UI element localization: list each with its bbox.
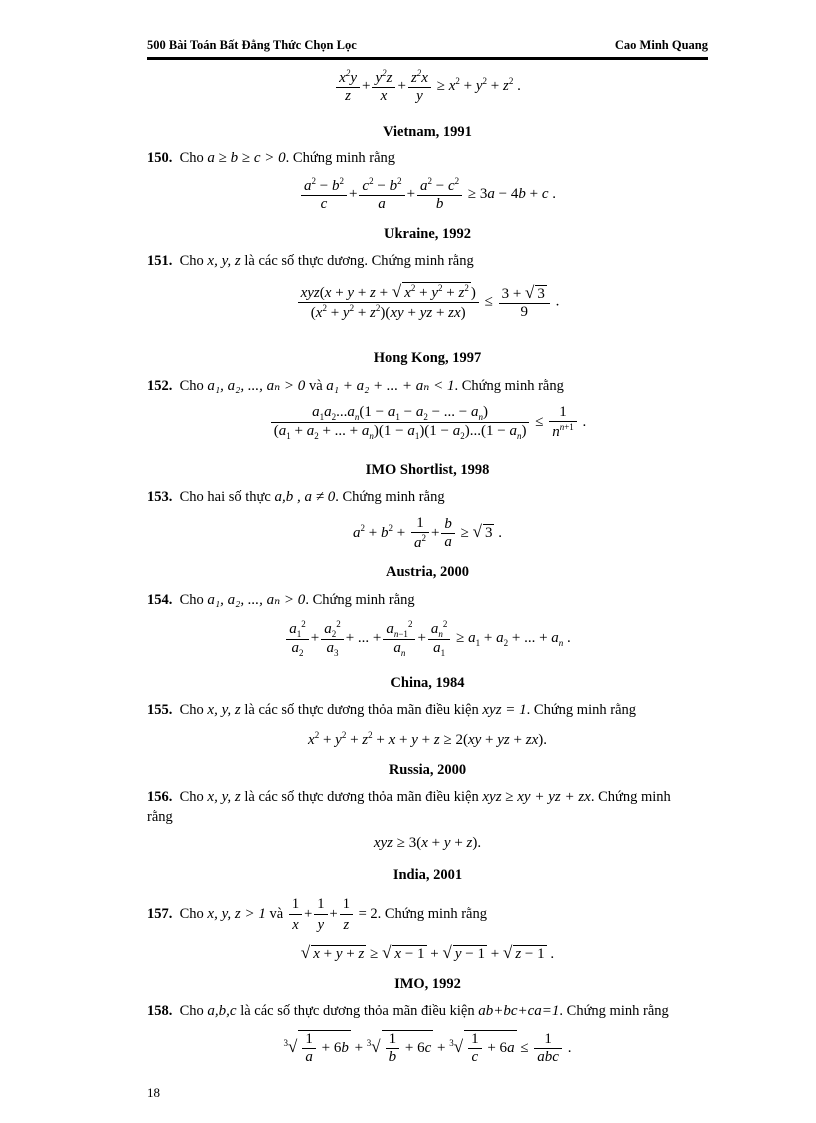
problem-157: 157. Cho x, y, z > 1 và $\frac{1}{x}$ + $\frac{1}{y}$ + $\frac{1}{z}$ = 2. Chứng minh rằng — [147, 896, 487, 933]
page-header — [147, 38, 708, 58]
equation-154: $\frac{a_1^2}{a_2}$ + $\frac{a_2^2}{a_3}$ + ... + $\frac{a_{n-1}^2}{a_n}$ + $\frac{a_n^2}{a_1}$ ≥ $a_1 + a_2$ + ... + $a_n$ . — [147, 619, 708, 658]
equation-151: $\frac{xyz(x + y + z + √ x^2 + y^2 + z^2 )}{(x^2 + y^2 + z^2)(xy + yz + zx)}$ ≤ $\frac{3 + √ 3}{9}$ . — [147, 282, 708, 322]
book-title: 500 Bài Toán Bất Đẳng Thức Chọn Lọc — [147, 38, 357, 52]
source-label: China, 1984 — [390, 675, 465, 691]
author-name: Cao Minh Quang — [614, 38, 708, 52]
equation-152: $\frac{a_1a_2...a_n(1 - a_1 - a_2 - ... - a_n)}{(a_1 + a_2 + ... + a_n)(1 - a_1)(1 - a_2)...(1 - a_n)}$ ≤ $\frac{1}{n^{n+1}}$ . — [147, 404, 708, 441]
equation-149: $\frac{x^2y}{z}$ + $\frac{y^2z}{x}$ + $\frac{z^2x}{y}$ ≥ $x^2 + y^2 + z^2$ . — [147, 68, 708, 105]
source-label: Austria, 2000 — [386, 564, 469, 580]
page-number: 18 — [147, 1085, 160, 1100]
source-label: Vietnam, 1991 — [383, 124, 472, 140]
problem-150: 150. Cho a ≥ b ≥ c > 0. Chứng minh rằng — [147, 150, 396, 166]
source-label: IMO Shortlist, 1998 — [365, 462, 490, 478]
source-label: IMO, 1992 — [394, 976, 461, 992]
source-label: Hong Kong, 1997 — [373, 350, 482, 366]
header-rule — [147, 57, 708, 60]
equation-158: $^3$√ $\frac{1}{a}$ + 6b + $^3$√ $\frac{1}{b}$ + 6c + $^3$√ $\frac{1}{c}$ + 6a ≤ $\frac{1}{\text{abc}}$ . — [283, 1031, 572, 1065]
problem-152: 152. Cho a₁, a₂, ..., aₙ > 0 và a₁ + a₂ + ... + aₙ < 1. Chứng minh rằng — [147, 378, 564, 394]
problem-158: 158. Cho a,b,c là các số thực dương thỏa mãn điều kiện ab+bc+ca=1. Chứng minh rằng — [147, 1003, 669, 1019]
equation-155: $x^2 + y^2 + z^2 + x + y + z \ge 2(xy$ + yz + zx). — [308, 730, 547, 748]
source-label: Ukraine, 1992 — [384, 226, 471, 242]
equation-150: $\frac{a^2 - b^2}{c}$ + $\frac{c^2 - b^2}{a}$ + $\frac{a^2 - c^2}{b}$ ≥ 3a − 4b + c . — [147, 176, 708, 213]
source-label: Russia, 2000 — [388, 762, 467, 778]
equation-156: xyz ≥ 3(x + y + z). — [373, 835, 482, 851]
problem-155: 155. Cho x, y, z là các số thực dương thỏa mãn điều kiện xyz = 1. Chứng minh rằng — [147, 702, 637, 718]
problem-154: 154. Cho a₁, a₂, ..., aₙ > 0. Chứng minh rằng — [147, 592, 415, 608]
problem-151: 151. Cho x, y, z là các số thực dương. Chứng minh rằng — [147, 253, 474, 269]
problem-153: 153. Cho hai số thực a,b , a ≠ 0. Chứng minh rằng — [147, 489, 445, 505]
equation-157: √ x + y + z ≥ √ x − 1 + √ y − 1 + √ z − 1 . — [300, 943, 555, 962]
source-label: India, 2001 — [392, 867, 463, 883]
equation-153: $a^2 + b^2$ + $\frac{1}{a^2}$ + $\frac{b}{a}$ ≥ √ 3 . — [353, 515, 502, 551]
problem-156: 156. Cho x, y, z là các số thực dương thỏa mãn điều kiện xyz ≥ xy + yz + zx. Chứng minh rằng — [147, 789, 671, 825]
